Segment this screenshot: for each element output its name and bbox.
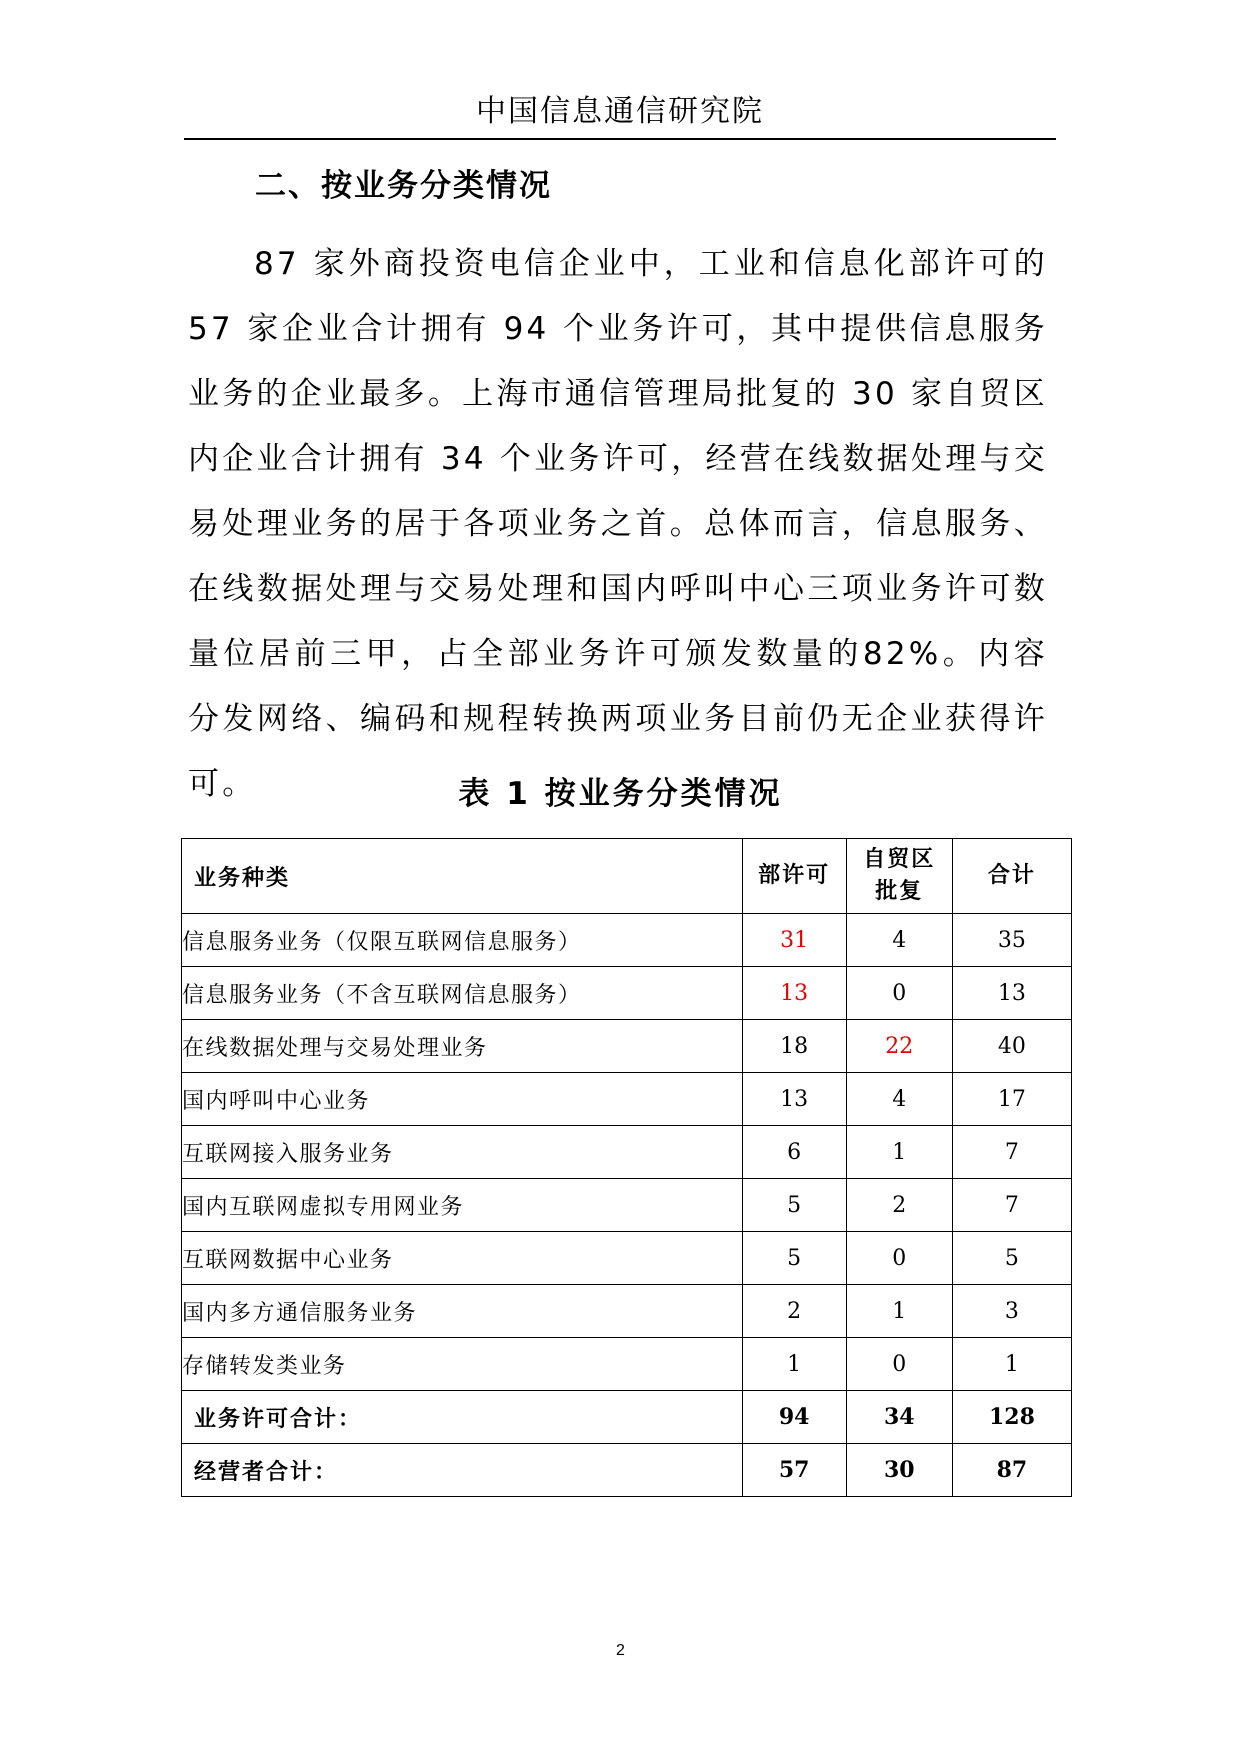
license-total-ftz: 34 — [846, 1391, 952, 1444]
row-total: 7 — [952, 1179, 1071, 1232]
table-row — [182, 1020, 1072, 1073]
license-total-label: 业务许可合计： — [182, 1391, 743, 1444]
row-ministry: 13 — [742, 1073, 846, 1126]
table-row — [182, 1232, 1072, 1285]
table-header-row — [182, 839, 1072, 914]
operator-total-label: 经营者合计： — [182, 1444, 743, 1497]
row-category: 存储转发类业务 — [182, 1338, 743, 1391]
row-ministry: 13 — [742, 967, 846, 1020]
header-category: 业务种类 — [182, 839, 743, 914]
operator-total-ministry: 57 — [742, 1444, 846, 1497]
license-total-total: 128 — [952, 1391, 1071, 1444]
row-category: 国内呼叫中心业务 — [182, 1073, 743, 1126]
row-total: 3 — [952, 1285, 1071, 1338]
row-ftz: 4 — [846, 914, 952, 967]
row-ftz: 2 — [846, 1179, 952, 1232]
row-ftz: 1 — [846, 1285, 952, 1338]
table-row — [182, 1285, 1072, 1338]
header-ftz-line2: 批复 — [875, 879, 924, 904]
row-total: 7 — [952, 1126, 1071, 1179]
row-ministry: 31 — [742, 914, 846, 967]
header-total: 合计 — [952, 839, 1071, 914]
row-ftz: 1 — [846, 1126, 952, 1179]
license-total-ministry: 94 — [742, 1391, 846, 1444]
table-row — [182, 1338, 1072, 1391]
row-category: 互联网数据中心业务 — [182, 1232, 743, 1285]
section-title: 二、按业务分类情况 — [255, 168, 552, 204]
row-ministry: 5 — [742, 1232, 846, 1285]
row-ministry: 2 — [742, 1285, 846, 1338]
table-row — [182, 1179, 1072, 1232]
business-category-table — [181, 838, 1072, 1497]
row-ftz: 22 — [846, 1020, 952, 1073]
header-ministry: 部许可 — [742, 839, 846, 914]
row-total: 35 — [952, 914, 1071, 967]
row-category: 信息服务业务（仅限互联网信息服务） — [182, 914, 743, 967]
row-total: 13 — [952, 967, 1071, 1020]
row-ftz: 0 — [846, 1338, 952, 1391]
page-number: 2 — [616, 1642, 625, 1659]
row-ministry: 1 — [742, 1338, 846, 1391]
document-header: 中国信息通信研究院 — [476, 94, 764, 129]
row-total: 5 — [952, 1232, 1071, 1285]
row-ministry: 5 — [742, 1179, 846, 1232]
table-row — [182, 914, 1072, 967]
row-ministry: 18 — [742, 1020, 846, 1073]
header-ftz-line1: 自贸区 — [863, 847, 936, 872]
row-total: 40 — [952, 1020, 1071, 1073]
row-category: 信息服务业务（不含互联网信息服务） — [182, 967, 743, 1020]
table-row — [182, 967, 1072, 1020]
table-row — [182, 1126, 1072, 1179]
row-ministry: 6 — [742, 1126, 846, 1179]
table-caption: 表 1 按业务分类情况 — [458, 776, 783, 812]
row-category: 互联网接入服务业务 — [182, 1126, 743, 1179]
row-category: 在线数据处理与交易处理业务 — [182, 1020, 743, 1073]
header-ftz — [846, 839, 952, 914]
operator-total-total: 87 — [952, 1444, 1071, 1497]
license-total-row — [182, 1391, 1072, 1444]
body-paragraph: 87 家外商投资电信企业中，工业和信息化部许可的 57 家企业合计拥有 94 个业务许可，其中提供信息服务业务的企业最多。上海市通信管理局批复的 30 家自贸区内企业合计拥有 34 个业务许可，经营在线数据处理与交易处理业务的居于各项业务之首。总体而言，信息服务、在线数据处理与交易处理和国内呼叫中心三项业务许可数量位居前三甲，占全部业务许可颁发数量的82%。内容分发网络、编码和规程转换两项业务目前仍无企业获得许可。 — [188, 246, 1048, 802]
row-ftz: 0 — [846, 1232, 952, 1285]
row-total: 17 — [952, 1073, 1071, 1126]
header-divider — [184, 138, 1056, 140]
operator-total-ftz: 30 — [846, 1444, 952, 1497]
row-category: 国内互联网虚拟专用网业务 — [182, 1179, 743, 1232]
row-total: 1 — [952, 1338, 1071, 1391]
operator-total-row — [182, 1444, 1072, 1497]
table-row — [182, 1073, 1072, 1126]
row-ftz: 4 — [846, 1073, 952, 1126]
row-ftz: 0 — [846, 967, 952, 1020]
row-category: 国内多方通信服务业务 — [182, 1285, 743, 1338]
